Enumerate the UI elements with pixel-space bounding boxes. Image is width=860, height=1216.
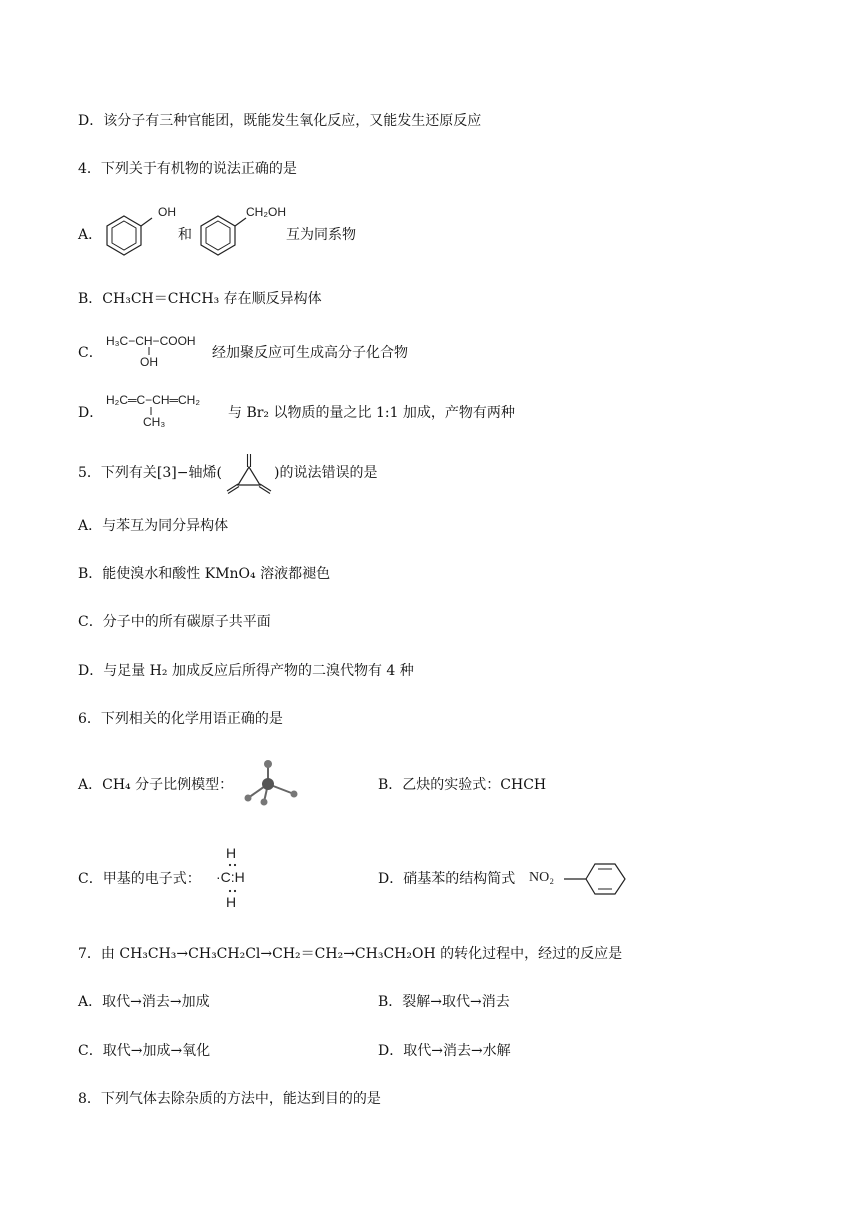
q4-option-a-label: A． [78,227,103,243]
methyl-h-top: H [226,845,237,861]
q4-option-c-tail: 经加聚反应可生成高分子化合物 [212,345,408,361]
q7-option-c: C．取代→加成→氧化 [78,1043,211,1059]
methyl-h-bottom: H [226,894,237,910]
lactic-acid-main-chain: H₃C−CH−COOH [106,334,196,348]
methyl-center: ·C:H [216,869,245,885]
q5-stem-post: )的说法错误的是 [274,465,378,481]
q5-option-d: D．与足量 H₂ 加成反应后所得产物的二溴代物有 4 种 [78,663,414,679]
q4-option-b: B．CH₃CH＝CHCH₃ 存在顺反异构体 [78,291,322,307]
q3-option-d: D．该分子有三种官能团，既能发生氧化反应，又能发生还原反应 [78,113,482,129]
q6-option-b: B．乙炔的实验式：CHCH [378,777,547,793]
q4-stem: 4．下列关于有机物的说法正确的是 [78,161,297,177]
benzyl-ch2oh-label: CH₂OH [246,205,286,219]
q6-option-a: A．CH₄ 分子比例模型： [78,777,234,793]
lactic-acid-oh: OH [140,355,158,369]
q4-option-d-tail: 与 Br₂ 以物质的量之比 1:1 加成，产物有两种 [228,405,515,421]
q6-option-c: C．甲基的电子式： [78,871,201,887]
q4-option-d-label: D． [78,405,104,421]
electron-pair-top-icon [228,862,238,868]
radialene-structure-icon [224,450,274,495]
isoprene-main-chain: H₂C═C−CH═CH₂ [106,393,200,407]
nitro-group-label: NO₂ [529,870,555,885]
q5-option-b: B．能使溴水和酸性 KMnO₄ 溶液都褪色 [78,566,331,582]
q7-option-a: A．取代→消去→加成 [78,994,210,1010]
benzyl-alcohol-structure-icon [198,212,250,256]
q4-option-c-label: C． [78,345,103,361]
q5-stem-pre: 5．下列有关[3]−轴烯( [78,465,222,481]
q7-option-d: D．取代→消去→水解 [378,1043,511,1059]
q5-option-a: A．与苯互为同分异构体 [78,518,229,534]
q5-option-c: C．分子中的所有碳原子共平面 [78,614,271,630]
q4-option-a-and: 和 [178,227,192,243]
phenol-structure-icon [104,212,156,256]
q4-option-a-tail: 互为同系物 [286,227,356,243]
nitrobenzene-ring-icon [564,861,630,897]
methane-ball-model-icon [240,756,302,808]
q7-stem: 7．由 CH₃CH₃→CH₃CH₂Cl→CH₂＝CH₂→CH₃CH₂OH 的转化过程中，经过的反应是 [78,946,623,962]
q6-stem: 6．下列相关的化学用语正确的是 [78,711,283,727]
phenol-oh-label: OH [158,205,176,219]
q6-option-d: D．硝基苯的结构简式 [378,871,516,887]
q8-stem: 8．下列气体去除杂质的方法中，能达到目的的是 [78,1091,381,1107]
q7-option-b: B．裂解→取代→消去 [378,994,510,1010]
isoprene-ch3: CH₃ [143,415,166,429]
